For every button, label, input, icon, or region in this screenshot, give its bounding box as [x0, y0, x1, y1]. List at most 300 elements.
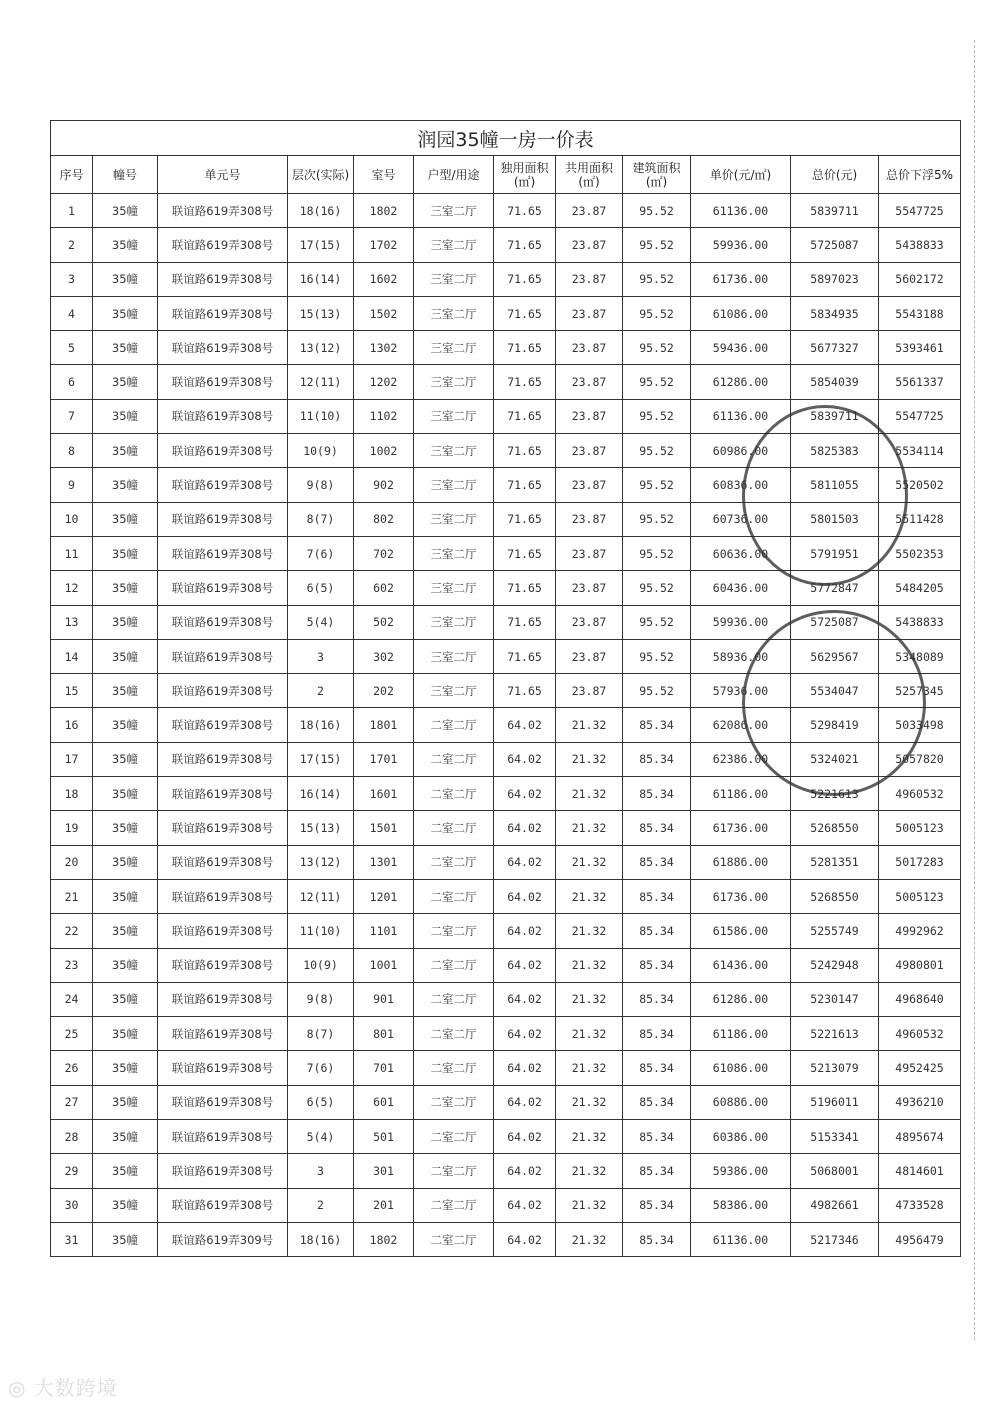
table-cell: 1101: [354, 914, 414, 948]
table-cell: 85.34: [623, 777, 691, 811]
table-cell: 502: [354, 605, 414, 639]
column-header: 单价(元/㎡): [691, 156, 791, 194]
table-cell: 35幢: [93, 194, 158, 228]
table-cell: 85.34: [623, 879, 691, 913]
table-cell: 10(9): [288, 948, 354, 982]
table-cell: 三室二厅: [414, 674, 494, 708]
table-cell: 64.02: [494, 948, 556, 982]
table-cell: 4960532: [879, 777, 961, 811]
table-cell: 联谊路619弄308号: [158, 194, 288, 228]
table-cell: 60436.00: [691, 571, 791, 605]
table-cell: 35幢: [93, 1017, 158, 1051]
table-cell: 71.65: [494, 674, 556, 708]
table-cell: 4980801: [879, 948, 961, 982]
table-cell: 联谊路619弄308号: [158, 605, 288, 639]
table-cell: 4814601: [879, 1154, 961, 1188]
table-cell: 85.34: [623, 1051, 691, 1085]
table-cell: 二室二厅: [414, 1222, 494, 1256]
table-cell: 58936.00: [691, 639, 791, 673]
table-cell: 4733528: [879, 1188, 961, 1222]
table-cell: 25: [51, 1017, 93, 1051]
table-cell: 85.34: [623, 811, 691, 845]
table-cell: 21.32: [556, 1188, 623, 1222]
table-cell: 三室二厅: [414, 468, 494, 502]
column-header: 单元号: [158, 156, 288, 194]
table-cell: 5602172: [879, 262, 961, 296]
table-cell: 联谊路619弄308号: [158, 434, 288, 468]
table-cell: 5547725: [879, 399, 961, 433]
table-cell: 85.34: [623, 1222, 691, 1256]
table-cell: 16: [51, 708, 93, 742]
table-cell: 64.02: [494, 811, 556, 845]
table-cell: 601: [354, 1085, 414, 1119]
table-cell: 联谊路619弄308号: [158, 777, 288, 811]
table-cell: 三室二厅: [414, 365, 494, 399]
table-cell: 8(7): [288, 1017, 354, 1051]
table-cell: 35幢: [93, 571, 158, 605]
table-cell: 62086.00: [691, 708, 791, 742]
table-cell: 联谊路619弄308号: [158, 811, 288, 845]
table-cell: 35幢: [93, 1188, 158, 1222]
table-cell: 二室二厅: [414, 1085, 494, 1119]
table-cell: 5221613: [791, 1017, 879, 1051]
table-cell: 5005123: [879, 811, 961, 845]
table-cell: 64.02: [494, 1085, 556, 1119]
table-row: [51, 194, 961, 228]
table-cell: 5153341: [791, 1120, 879, 1154]
table-cell: 61586.00: [691, 914, 791, 948]
table-cell: 5511428: [879, 502, 961, 536]
table-cell: 二室二厅: [414, 914, 494, 948]
column-header: 幢号: [93, 156, 158, 194]
table-cell: 23.87: [556, 639, 623, 673]
table-cell: 71.65: [494, 536, 556, 570]
table-cell: 10(9): [288, 434, 354, 468]
table-cell: 71.65: [494, 194, 556, 228]
table-cell: 202: [354, 674, 414, 708]
table-cell: 三室二厅: [414, 194, 494, 228]
table-cell: 5801503: [791, 502, 879, 536]
table-cell: 联谊路619弄308号: [158, 1085, 288, 1119]
table-cell: 5298419: [791, 708, 879, 742]
table-cell: 801: [354, 1017, 414, 1051]
table-cell: 三室二厅: [414, 536, 494, 570]
table-cell: 二室二厅: [414, 1017, 494, 1051]
table-cell: 1: [51, 194, 93, 228]
table-cell: 2: [288, 1188, 354, 1222]
table-cell: 6(5): [288, 571, 354, 605]
table-cell: 联谊路619弄308号: [158, 1120, 288, 1154]
table-cell: 61136.00: [691, 194, 791, 228]
table-cell: 95.52: [623, 399, 691, 433]
table-cell: 31: [51, 1222, 93, 1256]
table-cell: 35幢: [93, 777, 158, 811]
table-cell: 5057820: [879, 742, 961, 776]
table-cell: 21.32: [556, 1085, 623, 1119]
table-cell: 5255749: [791, 914, 879, 948]
table-cell: 联谊路619弄308号: [158, 468, 288, 502]
table-cell: 1701: [354, 742, 414, 776]
table-cell: 60836.00: [691, 468, 791, 502]
table-cell: 联谊路619弄308号: [158, 639, 288, 673]
table-cell: 联谊路619弄308号: [158, 1154, 288, 1188]
table-row: [51, 708, 961, 742]
table-cell: 联谊路619弄308号: [158, 1017, 288, 1051]
table-cell: 5772847: [791, 571, 879, 605]
table-cell: 23.87: [556, 365, 623, 399]
table-cell: 29: [51, 1154, 93, 1188]
table-cell: 5839711: [791, 194, 879, 228]
table-cell: 35幢: [93, 879, 158, 913]
table-cell: 95.52: [623, 365, 691, 399]
table-cell: 60386.00: [691, 1120, 791, 1154]
table-cell: 30: [51, 1188, 93, 1222]
table-cell: 23.87: [556, 605, 623, 639]
table-cell: 5196011: [791, 1085, 879, 1119]
table-cell: 35幢: [93, 434, 158, 468]
table-cell: 95.52: [623, 468, 691, 502]
table-cell: 6: [51, 365, 93, 399]
table-cell: 301: [354, 1154, 414, 1188]
table-cell: 35幢: [93, 468, 158, 502]
table-row: [51, 811, 961, 845]
table-cell: 71.65: [494, 468, 556, 502]
table-cell: 二室二厅: [414, 982, 494, 1016]
table-cell: 5629567: [791, 639, 879, 673]
table-cell: 5221613: [791, 777, 879, 811]
table-cell: 联谊路619弄308号: [158, 399, 288, 433]
table-cell: 85.34: [623, 1017, 691, 1051]
table-cell: 61736.00: [691, 262, 791, 296]
table-cell: 5534047: [791, 674, 879, 708]
column-header: 共用面积(㎡): [556, 156, 623, 194]
table-cell: 联谊路619弄308号: [158, 708, 288, 742]
table-cell: 64.02: [494, 777, 556, 811]
table-cell: 联谊路619弄308号: [158, 262, 288, 296]
table-cell: 1302: [354, 331, 414, 365]
table-cell: 5825383: [791, 434, 879, 468]
table-cell: 联谊路619弄308号: [158, 228, 288, 262]
table-cell: 60886.00: [691, 1085, 791, 1119]
table-cell: 64.02: [494, 742, 556, 776]
table-cell: 57936.00: [691, 674, 791, 708]
table-cell: 10: [51, 502, 93, 536]
table-cell: 1502: [354, 296, 414, 330]
table-cell: 1702: [354, 228, 414, 262]
table-cell: 16(14): [288, 262, 354, 296]
table-cell: 35幢: [93, 228, 158, 262]
table-cell: 59386.00: [691, 1154, 791, 1188]
table-cell: 15: [51, 674, 93, 708]
table-cell: 23.87: [556, 194, 623, 228]
table-cell: 二室二厅: [414, 708, 494, 742]
table-cell: 9: [51, 468, 93, 502]
table-cell: 61436.00: [691, 948, 791, 982]
table-cell: 三室二厅: [414, 571, 494, 605]
table-row: [51, 1085, 961, 1119]
table-cell: 21: [51, 879, 93, 913]
table-cell: 64.02: [494, 1051, 556, 1085]
table-cell: 18(16): [288, 194, 354, 228]
table-cell: 联谊路619弄308号: [158, 365, 288, 399]
table-cell: 61186.00: [691, 1017, 791, 1051]
table-row: [51, 639, 961, 673]
table-cell: 95.52: [623, 296, 691, 330]
table-cell: 12(11): [288, 365, 354, 399]
table-cell: 27: [51, 1085, 93, 1119]
table-cell: 71.65: [494, 399, 556, 433]
table-cell: 11(10): [288, 914, 354, 948]
table-cell: 5242948: [791, 948, 879, 982]
table-cell: 35幢: [93, 982, 158, 1016]
table-cell: 95.52: [623, 228, 691, 262]
table-cell: 5677327: [791, 331, 879, 365]
table-cell: 21.32: [556, 1017, 623, 1051]
table-cell: 702: [354, 536, 414, 570]
table-cell: 二室二厅: [414, 948, 494, 982]
table-cell: 7(6): [288, 536, 354, 570]
table-cell: 85.34: [623, 1085, 691, 1119]
table-cell: 95.52: [623, 536, 691, 570]
table-cell: 三室二厅: [414, 262, 494, 296]
table-cell: 23.87: [556, 262, 623, 296]
table-row: [51, 948, 961, 982]
table-cell: 4895674: [879, 1120, 961, 1154]
table-cell: 802: [354, 502, 414, 536]
table-cell: 5547725: [879, 194, 961, 228]
table-row: [51, 1017, 961, 1051]
table-cell: 联谊路619弄308号: [158, 845, 288, 879]
table-cell: 23.87: [556, 536, 623, 570]
table-cell: 三室二厅: [414, 399, 494, 433]
table-cell: 85.34: [623, 982, 691, 1016]
table-cell: 2: [288, 674, 354, 708]
table-cell: 61736.00: [691, 879, 791, 913]
table-cell: 8: [51, 434, 93, 468]
table-cell: 二室二厅: [414, 777, 494, 811]
table-cell: 9(8): [288, 982, 354, 1016]
table-row: [51, 742, 961, 776]
table-cell: 59936.00: [691, 228, 791, 262]
table-cell: 1301: [354, 845, 414, 879]
table-cell: 85.34: [623, 1154, 691, 1188]
table-cell: 二室二厅: [414, 811, 494, 845]
table-cell: 501: [354, 1120, 414, 1154]
table-cell: 1202: [354, 365, 414, 399]
table-cell: 95.52: [623, 571, 691, 605]
table-cell: 1201: [354, 879, 414, 913]
table-cell: 5438833: [879, 605, 961, 639]
table-title: 润园35幢一房一价表: [51, 121, 961, 156]
table-cell: 35幢: [93, 1154, 158, 1188]
table-cell: 联谊路619弄308号: [158, 1051, 288, 1085]
table-cell: 4982661: [791, 1188, 879, 1222]
table-cell: 20: [51, 845, 93, 879]
table-cell: 4936210: [879, 1085, 961, 1119]
table-cell: 61086.00: [691, 296, 791, 330]
table-cell: 二室二厅: [414, 879, 494, 913]
table-cell: 5324021: [791, 742, 879, 776]
table-cell: 5268550: [791, 879, 879, 913]
table-cell: 35幢: [93, 674, 158, 708]
table-cell: 59436.00: [691, 331, 791, 365]
table-cell: 58386.00: [691, 1188, 791, 1222]
table-cell: 21.32: [556, 845, 623, 879]
table-cell: 1102: [354, 399, 414, 433]
table-row: [51, 1051, 961, 1085]
table-row: [51, 331, 961, 365]
table-cell: 35幢: [93, 914, 158, 948]
table-cell: 95.52: [623, 194, 691, 228]
table-cell: 4952425: [879, 1051, 961, 1085]
table-cell: 60736.00: [691, 502, 791, 536]
header-row: [51, 156, 961, 194]
table-cell: 59936.00: [691, 605, 791, 639]
table-cell: 13(12): [288, 331, 354, 365]
table-cell: 8(7): [288, 502, 354, 536]
table-cell: 5068001: [791, 1154, 879, 1188]
table-cell: 二室二厅: [414, 1154, 494, 1188]
table-cell: 61286.00: [691, 365, 791, 399]
table-cell: 三室二厅: [414, 434, 494, 468]
table-cell: 64.02: [494, 1017, 556, 1051]
table-cell: 5033498: [879, 708, 961, 742]
logo-icon: ◎: [8, 1376, 34, 1400]
table-cell: 61086.00: [691, 1051, 791, 1085]
table-cell: 23.87: [556, 296, 623, 330]
table-cell: 联谊路619弄308号: [158, 571, 288, 605]
table-cell: 61136.00: [691, 399, 791, 433]
table-cell: 17(15): [288, 742, 354, 776]
column-header: 建筑面积(㎡): [623, 156, 691, 194]
table-cell: 7: [51, 399, 93, 433]
table-cell: 35幢: [93, 502, 158, 536]
table-cell: 35幢: [93, 399, 158, 433]
table-row: [51, 845, 961, 879]
table-cell: 35幢: [93, 296, 158, 330]
table-cell: 95.52: [623, 262, 691, 296]
table-cell: 6(5): [288, 1085, 354, 1119]
table-cell: 4960532: [879, 1017, 961, 1051]
table-cell: 71.65: [494, 502, 556, 536]
table-cell: 64.02: [494, 1154, 556, 1188]
scan-edge: [974, 40, 976, 1340]
table-cell: 18: [51, 777, 93, 811]
table-cell: 95.52: [623, 639, 691, 673]
table-cell: 85.34: [623, 948, 691, 982]
table-cell: 5438833: [879, 228, 961, 262]
table-cell: 三室二厅: [414, 228, 494, 262]
table-cell: 302: [354, 639, 414, 673]
table-cell: 71.65: [494, 605, 556, 639]
table-cell: 35幢: [93, 948, 158, 982]
table-cell: 联谊路619弄308号: [158, 879, 288, 913]
table-cell: 16(14): [288, 777, 354, 811]
table-cell: 5725087: [791, 228, 879, 262]
table-cell: 4: [51, 296, 93, 330]
table-cell: 14: [51, 639, 93, 673]
table-cell: 5005123: [879, 879, 961, 913]
table-cell: 三室二厅: [414, 331, 494, 365]
table-cell: 二室二厅: [414, 1120, 494, 1154]
table-row: [51, 914, 961, 948]
table-cell: 5230147: [791, 982, 879, 1016]
table-cell: 7(6): [288, 1051, 354, 1085]
table-cell: 5268550: [791, 811, 879, 845]
column-header: 独用面积(㎡): [494, 156, 556, 194]
table-row: [51, 434, 961, 468]
table-cell: 71.65: [494, 262, 556, 296]
column-header: 序号: [51, 156, 93, 194]
table-row: [51, 879, 961, 913]
table-row: [51, 365, 961, 399]
table-cell: 联谊路619弄308号: [158, 914, 288, 948]
table-cell: 35幢: [93, 1085, 158, 1119]
table-cell: 85.34: [623, 708, 691, 742]
table-cell: 18(16): [288, 1222, 354, 1256]
table-cell: 61736.00: [691, 811, 791, 845]
table-cell: 35幢: [93, 742, 158, 776]
table-cell: 62386.00: [691, 742, 791, 776]
table-cell: 5791951: [791, 536, 879, 570]
table-cell: 95.52: [623, 605, 691, 639]
table-cell: 5217346: [791, 1222, 879, 1256]
table-cell: 5854039: [791, 365, 879, 399]
table-row: [51, 399, 961, 433]
table-cell: 3: [288, 1154, 354, 1188]
table-cell: 95.52: [623, 674, 691, 708]
table-cell: 64.02: [494, 914, 556, 948]
table-cell: 联谊路619弄308号: [158, 742, 288, 776]
table-row: [51, 605, 961, 639]
table-cell: 联谊路619弄309号: [158, 1222, 288, 1256]
table-cell: 23.87: [556, 399, 623, 433]
table-cell: 联谊路619弄308号: [158, 948, 288, 982]
table-cell: 85.34: [623, 742, 691, 776]
table-cell: 15(13): [288, 811, 354, 845]
column-header: 总价下浮5%: [879, 156, 961, 194]
table-cell: 602: [354, 571, 414, 605]
table-cell: 23.87: [556, 502, 623, 536]
table-cell: 71.65: [494, 639, 556, 673]
column-header: 户型/用途: [414, 156, 494, 194]
table-cell: 71.65: [494, 434, 556, 468]
table-cell: 三室二厅: [414, 639, 494, 673]
table-cell: 35幢: [93, 708, 158, 742]
table-row: [51, 502, 961, 536]
table-cell: 12: [51, 571, 93, 605]
table-cell: 5: [51, 331, 93, 365]
table-cell: 5(4): [288, 1120, 354, 1154]
table-cell: 1501: [354, 811, 414, 845]
table-cell: 64.02: [494, 982, 556, 1016]
table-cell: 71.65: [494, 228, 556, 262]
table-cell: 23.87: [556, 228, 623, 262]
table-cell: 85.34: [623, 1188, 691, 1222]
table-row: [51, 982, 961, 1016]
table-cell: 64.02: [494, 879, 556, 913]
table-cell: 5520502: [879, 468, 961, 502]
table-cell: 701: [354, 1051, 414, 1085]
table-cell: 64.02: [494, 845, 556, 879]
table-cell: 5561337: [879, 365, 961, 399]
table-cell: 1802: [354, 194, 414, 228]
table-cell: 61886.00: [691, 845, 791, 879]
table-cell: 26: [51, 1051, 93, 1085]
table-cell: 21.32: [556, 811, 623, 845]
table-cell: 35幢: [93, 331, 158, 365]
table-cell: 11: [51, 536, 93, 570]
